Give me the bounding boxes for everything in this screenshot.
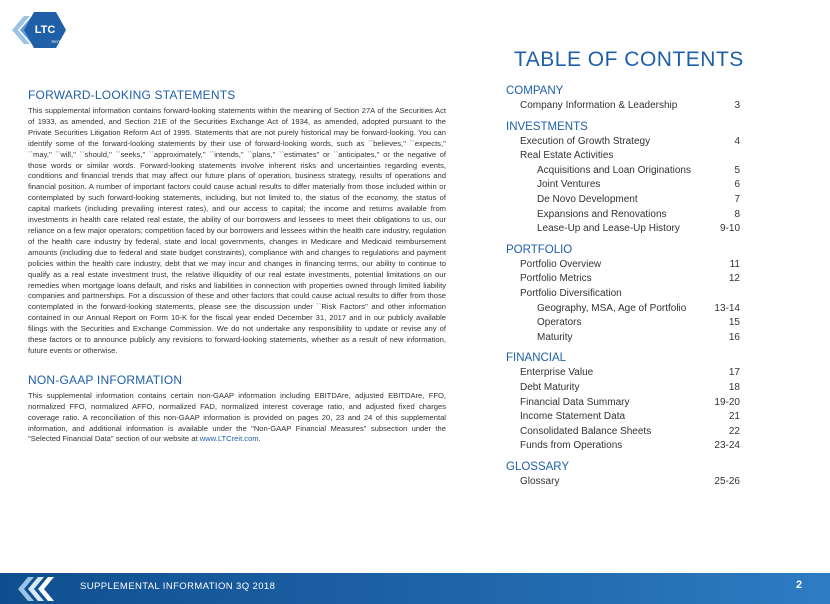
left-column xyxy=(28,88,446,445)
toc-item[interactable] xyxy=(506,475,742,490)
logo-subtext: REIT xyxy=(51,39,61,44)
toc-item-page: 6 xyxy=(734,179,740,191)
toc-item[interactable] xyxy=(506,425,742,440)
toc-item[interactable] xyxy=(506,439,742,454)
toc-item[interactable] xyxy=(506,164,742,179)
toc-section-glossary: GLOSSARY xyxy=(506,460,570,473)
non-gaap-text: This supplemental information contains certain non-GAAP information including EBITDAre, adjusted EBITDAre, FFO, normalized FFO, normalized AFFO, normalized FAD, normalized interest coverage ratio, and adjusted fixed charges coverage ratio. A reconciliation of this non-GAAP information is provided on pages 20, 23 and 24 of this supplemental information, and additional information is available under the "Non-GAAP Financial Measures" subsection under the "Selected Financial Data" section of our website at xyxy=(28,390,446,444)
toc-item-label: Lease-Up and Lease-Up History xyxy=(537,223,680,235)
toc-item-label: Company Information & Leadership xyxy=(520,100,678,111)
toc-item-label: Execution of Growth Strategy xyxy=(520,135,651,147)
toc-item-label: Enterprise Value xyxy=(520,367,594,379)
toc-item-label: Geography, MSA, Age of Portfolio xyxy=(537,302,687,314)
non-gaap-title: NON-GAAP INFORMATION xyxy=(28,372,183,387)
ltc-logo-mark xyxy=(10,8,70,52)
toc-item-label: Income Statement Data xyxy=(520,411,626,423)
toc-item-page: 21 xyxy=(728,411,740,423)
toc-item[interactable] xyxy=(506,222,742,237)
toc-item-label: Financial Data Summary xyxy=(520,396,630,408)
non-gaap-body xyxy=(28,391,446,446)
toc-item-page: 17 xyxy=(728,367,740,379)
website-link[interactable]: www.LTCreit.com xyxy=(199,434,259,444)
chevrons-icon xyxy=(18,576,64,602)
toc-item[interactable] xyxy=(506,149,742,164)
toc-item-page: 5 xyxy=(734,164,740,176)
toc-item-page: 22 xyxy=(728,425,740,437)
toc-item[interactable] xyxy=(506,396,742,411)
toc-item[interactable] xyxy=(506,410,742,425)
toc-item-page: 15 xyxy=(728,317,740,329)
non-gaap-end: . xyxy=(258,434,261,444)
toc-item-page: 11 xyxy=(729,258,740,270)
toc-item-page: 7 xyxy=(734,193,740,205)
toc-item[interactable] xyxy=(506,272,742,287)
toc-item-label: Real Estate Activities xyxy=(520,150,614,162)
toc-item-page: 3 xyxy=(734,100,740,111)
toc-item-page: 25-26 xyxy=(714,475,740,487)
toc-item-page: 16 xyxy=(728,331,740,343)
forward-looking-body: This supplemental information contains forward-looking statements within the meaning of Section 27A of the Securities Act of 1933, as amended, and Section 21E of the Securities Exchange Act of 1934, as amended, adopted pursuant to the Private Securities Litigation Reform Act of 1995. Statements that are not purely historical may be forward-looking. You can identify some of the forward-looking statements by their use of forward-looking words, such as ``believes,'' ``expects,'' ``may,'' ``will,'' ``should,'' ``seeks,'' ``approximately,'' ``intends,'' ``plans,'' ``estimates'' or ``anticipates,'' or the negative of those words or similar words. Forward-looking statements involve inherent risks and uncertainties regarding events, conditions and financial trends that may affect our future plans of operation, business strategy, results of operations and financial position. A number of important factors could cause actual results to differ materially from those included within or contemplated by such forward-looking statements, including, but not limited to, the status of the economy, the status of capital markets (including prevailing interest rates), and our access to capital; the income and returns available from investments in health care related real estate, the ability of our borrowers and lessees to meet their obligations to us, our reliance on a few major operators; competition faced by our borrowers and lessees within the health care industry, regulation of the health care industry by federal, state and local governments, changes in Medicare and Medicaid reimbursement amounts (including due to federal and state budget constraints), compliance with and changes to regulations and payment policies within the health care industry, debt that we may incur and changes in financing terms, our ability to continue to qualify as a real estate investment trust, the relative illiquidity of our real estate investments, potential limitations on our remedies when mortgage loans default, and risks and liabilities in connection with properties owned through limited liability companies and partnerships. For a discussion of these and other factors that could cause actual results to differ from those contemplated in the forward-looking statements, please see the discussion under ``Risk Factors'' and other information contained in our Annual Report on Form 10-K for the fiscal year ended December 31, 2017 and in our publicly available filings with the Securities and Exchange Commission. We do not undertake any responsibility to update or revise any of these factors or to announce publicly any revisions to forward-looking statements, whether as a result of new information, future events or otherwise. xyxy=(28,106,446,355)
toc-item-page: 12 xyxy=(728,273,740,285)
footer-bar xyxy=(0,573,830,604)
toc-item-label: Consolidated Balance Sheets xyxy=(520,425,652,437)
toc-item-page: 23-24 xyxy=(714,440,740,452)
toc-item[interactable] xyxy=(506,381,742,396)
toc-item[interactable] xyxy=(506,366,742,381)
toc-item-page: 13-14 xyxy=(714,302,740,314)
toc-item-label: Debt Maturity xyxy=(520,381,580,393)
toc-item-page: 19-20 xyxy=(714,396,740,408)
toc-section-financial: FINANCIAL xyxy=(506,352,567,365)
toc-item[interactable] xyxy=(506,316,742,331)
toc-item-label: Acquisitions and Loan Originations xyxy=(537,164,691,176)
toc-item[interactable] xyxy=(506,302,742,317)
toc-item[interactable] xyxy=(506,99,742,114)
toc-item[interactable] xyxy=(506,258,742,273)
page-number: 2 xyxy=(796,579,803,591)
toc-item[interactable] xyxy=(506,193,742,208)
toc-item-label: Portfolio Overview xyxy=(520,258,602,270)
toc-item-page: 9-10 xyxy=(719,223,740,235)
toc-item-page: 8 xyxy=(734,208,740,220)
toc-section-portfolio: PORTFOLIO xyxy=(506,243,573,256)
toc-item-label: Maturity xyxy=(537,331,573,343)
toc-item[interactable] xyxy=(506,331,742,346)
toc-item-page: 18 xyxy=(728,381,740,393)
toc-item-label: De Novo Development xyxy=(537,193,638,205)
toc-section-company: COMPANY xyxy=(506,85,564,97)
toc-item-label: Expansions and Renovations xyxy=(537,208,667,220)
toc-item[interactable] xyxy=(506,178,742,193)
logo-text: LTC xyxy=(34,24,56,36)
toc-section-investments: INVESTMENTS xyxy=(506,120,588,133)
toc-item-label: Portfolio Metrics xyxy=(520,273,592,285)
table-of-contents xyxy=(506,84,742,489)
toc-item-label: Portfolio Diversification xyxy=(520,287,622,299)
forward-looking-title: FORWARD-LOOKING STATEMENTS xyxy=(28,88,236,102)
ltc-logo xyxy=(10,8,70,52)
toc-item-page: 4 xyxy=(734,135,740,147)
toc-item[interactable] xyxy=(506,208,742,223)
toc-item-label: Glossary xyxy=(520,475,560,487)
toc-item-label: Joint Ventures xyxy=(537,179,601,191)
toc-item[interactable] xyxy=(506,287,742,302)
toc-item-label: Funds from Operations xyxy=(520,440,623,452)
footer-text: SUPPLEMENTAL INFORMATION 3Q 2018 xyxy=(80,581,276,592)
toc-item-label: Operators xyxy=(537,317,582,329)
toc-item[interactable] xyxy=(506,135,742,150)
toc-title: TABLE OF CONTENTS xyxy=(514,48,744,71)
